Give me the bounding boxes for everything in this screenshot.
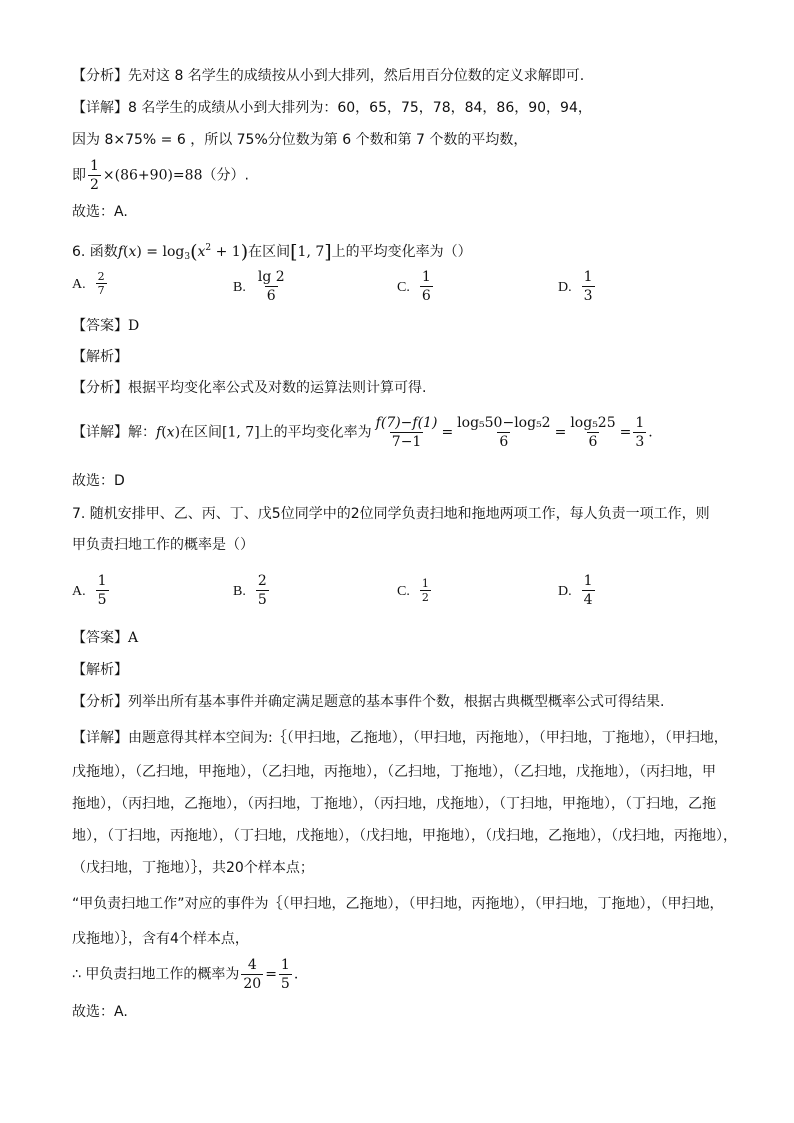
q7-option-d: D. $\frac{1}{4}$ [558, 573, 593, 608]
q7-choose: 故选：A. [72, 1004, 128, 1020]
q6-jiexi-tag: 【解析】 [72, 349, 128, 365]
q7-jiexi-tag: 【解析】 [72, 662, 128, 678]
q7-detail-line-4: 地），（丁扫地，丙拖地），（丁扫地，戊拖地），（戊扫地，甲拖地），（戊扫地，乙拖地），（戊扫地，丙拖地）， [72, 828, 737, 844]
q6-frac-4: $\frac{1}{3}$ [635, 415, 645, 450]
answer-tag: 【答案】 [72, 630, 128, 646]
q6-option-d: D. $\frac{1}{3}$ [558, 269, 593, 304]
q7-detail-line-1 [72, 728, 728, 748]
q6-stem-mid: 在区间 [248, 244, 291, 260]
q7-option-a: A. $\frac{1}{5}$ [72, 573, 107, 608]
detail-tag: 【详解】 [72, 730, 128, 746]
q6-frac-2: $\frac{\text{log₅50−log₅2}}{6}$ [457, 415, 551, 450]
detail-tag: 【详解】 [72, 424, 128, 441]
q7-detail-line-8: ∴ 甲负责扫地工作的概率为 $\frac{4}{20}$ = $\frac{1}{5}$ . [72, 957, 299, 992]
q7-detail-pre: ∴ 甲负责扫地工作的概率为 [72, 966, 240, 983]
q5-detail-post: （分）. [202, 167, 249, 184]
q5-half-fraction: $\frac{1}{2}$ [90, 158, 99, 193]
detail-tag: 【详解】 [72, 100, 128, 116]
q5-detail-pre: 即 [72, 167, 86, 184]
q7-analysis-line [72, 692, 664, 712]
q5-detail-line-2: 因为 8×75% = 6 ，所以 75%分位数为第 6 个数和第 7 个数的平均数， [72, 132, 528, 148]
q5-choose: 故选：A. [72, 204, 128, 220]
q5-detail-expr: ×(86+90)=88 [102, 167, 203, 184]
q6-analysis-text: 根据平均变化率公式及对数的运算法则计算可得. [128, 380, 427, 396]
q7-stem-1: 7. 随机安排甲、乙、丙、丁、戊5位同学中的2位同学负责扫地和拖地两项工作，每人负责一项工作，则 [72, 506, 710, 522]
q6-stem-pre: 6. 函数 [72, 244, 118, 260]
q5-detail-text-1: 8 名学生的成绩从小到大排列为：60，65，75，78，84，86，90，94， [128, 100, 592, 116]
q6-answer-line [72, 316, 139, 336]
q7-detail-line-5: （戊扫地，丁拖地）｝，共20个样本点； [72, 860, 314, 876]
q6-function-expr: f [117, 244, 123, 260]
q6-detail-line: 【详解】解：f(x)在区间[1, 7]上的平均变化率为 $\frac{f(7)-f(1)}{7-1}$ = $\frac{\text{log₅50−log₅2}}{6}$ = $\frac{\text{log₅25}}{6}$ = $\frac{1}{3}$ . [72, 415, 653, 450]
q6-detail-pre: 解： [128, 424, 156, 441]
q6-answer: D [128, 318, 140, 334]
q6-option-b: B. $\frac{\lg 2}{6}$ [233, 269, 285, 304]
q7-prob-frac-2: $\frac{1}{5}$ [280, 957, 290, 992]
q7-answer: A [128, 630, 139, 646]
q7-option-b: B. $\frac{2}{5}$ [233, 573, 267, 608]
q5-analysis-line [72, 66, 584, 86]
q5-detail-line-3 [72, 157, 249, 194]
q7-detail-line-6: “甲负责扫地工作”对应的事件为｛（甲扫地，乙拖地），（甲扫地，丙拖地），（甲扫地，丁拖地），（甲扫地， [72, 896, 724, 912]
q6-option-a: A. $\frac{2}{7}$ [72, 270, 105, 297]
q7-detail-line-7: 戊拖地）｝，含有4个样本点， [72, 931, 249, 947]
answer-tag: 【答案】 [72, 318, 128, 334]
q6-frac-1: $\frac{f(7)-f(1)}{7-1}$ [375, 415, 438, 450]
q7-answer-line [72, 628, 138, 648]
q5-detail-line-1 [72, 98, 592, 118]
q6-choose: 故选：D [72, 473, 125, 489]
q6-detail-mid2: 上的平均变化率为 [259, 424, 372, 441]
q7-detail-text-1: 由题意得其样本空间为:｛（甲扫地，乙拖地），（甲扫地，丙拖地），（甲扫地，丁拖地），（甲扫地， [128, 730, 728, 746]
q7-detail-line-3: 拖地），（丙扫地，乙拖地），（丙扫地，丁拖地），（丙扫地，戊拖地），（丁扫地，甲拖地），（丁扫地，乙拖 [72, 796, 716, 812]
analysis-tag: 【分析】 [72, 380, 128, 396]
q6-analysis-line [72, 378, 426, 398]
q6-stem: 6. 函数$f(x) = \log_3(x^2 + 1)$在区间[1, 7]上的平均变化率为（） [72, 241, 472, 263]
analysis-tag: 【分析】 [72, 694, 128, 710]
q7-option-c: C. $\frac{1}{2}$ [397, 577, 429, 604]
q7-analysis-text: 列举出所有基本事件并确定满足题意的基本事件个数，根据古典概型概率公式可得结果. [128, 694, 665, 710]
q5-analysis-text: 先对这 8 名学生的成绩按从小到大排列，然后用百分位数的定义求解即可. [128, 68, 585, 84]
q6-stem-post: 上的平均变化率为（） [331, 244, 472, 260]
q6-option-c: C. $\frac{1}{6}$ [397, 269, 431, 304]
q6-detail-mid: 在区间 [180, 424, 223, 441]
q7-stem-2: 甲负责扫地工作的概率是（） [72, 537, 254, 553]
q6-frac-3: $\frac{\text{log₅25}}{6}$ [570, 415, 616, 450]
analysis-tag: 【分析】 [72, 68, 128, 84]
q7-prob-frac-1: $\frac{4}{20}$ [243, 957, 262, 992]
q7-detail-line-2: 戊拖地），（乙扫地，甲拖地），（乙扫地，丙拖地），（乙扫地，丁拖地），（乙扫地，戊拖地），（丙扫地，甲 [72, 764, 716, 780]
